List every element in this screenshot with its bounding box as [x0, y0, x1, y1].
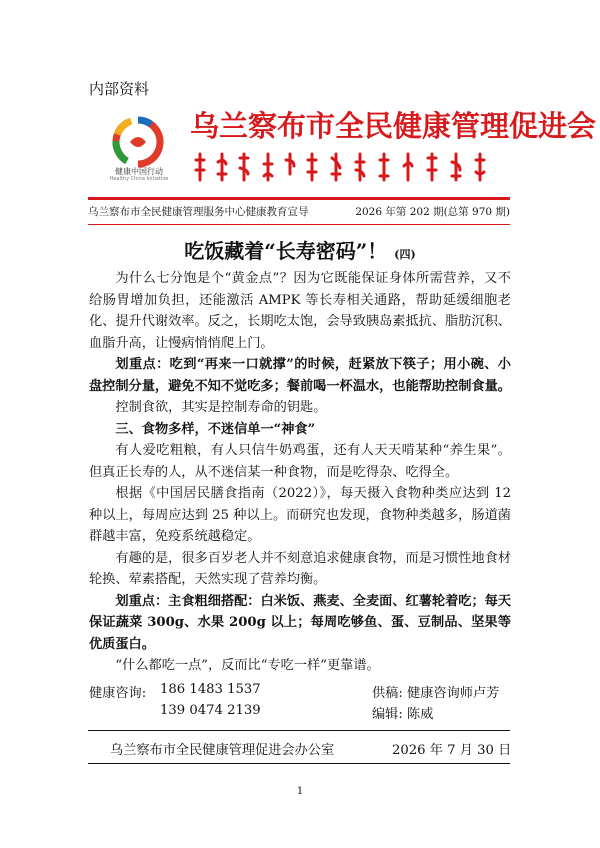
issue-number: 2026 年第 202 期(总第 970 期)	[355, 206, 510, 218]
paragraph: 有人爱吃粗粮，有人只信牛奶鸡蛋，还有人天天啃某种“养生果”。但真正长寿的人，从不迷信某一种食物，而是吃得杂、吃得全。	[89, 443, 511, 480]
logo-subcaption: Healthy China Initiative	[109, 176, 169, 182]
article-title-text: 吃饭藏着“长寿密码”！	[184, 239, 388, 263]
contact-label: 健康咨询:	[89, 686, 147, 701]
footer-divider	[88, 730, 510, 731]
paragraph: 为什么七分饱是个“黄金点”？因为它既能保证身体所需营养，又不给肠胃增加负担，还能激活 AMPK 等长寿相关通路，帮助延缓细胞老化、提升代谢效率。反之，长期吃太饱，会导致胰岛素抵抗、脂肪沉积、血脂升高，让慢病悄悄爬上门。	[89, 271, 511, 351]
internal-label: 内部资料	[89, 80, 150, 98]
section-heading: 三、食物多样，不迷信单一“神食”	[115, 421, 316, 437]
paragraph: 控制食欲，其实是控制寿命的钥匙。	[115, 400, 327, 415]
page-number: 1	[296, 786, 304, 797]
article-title-suffix: (四)	[394, 248, 416, 261]
article-body	[89, 268, 511, 677]
contact-phone: 139 0474 2139	[160, 703, 261, 718]
issue-line	[88, 204, 510, 219]
paragraph: 有趣的是，很多百岁老人并不刻意追求健康食物，而是习惯性地食材轮换、荤素搭配，天然实现了营养均衡。	[89, 550, 512, 587]
footer-date: 2026 年 7 月 30 日	[392, 743, 512, 758]
key-point: 划重点：主食粗细搭配：白米饭、燕麦、全麦面、红薯轮着吃；每天保证蔬菜 300g、水果 200g 以上；每周吃够鱼、蛋、豆制品、坚果等优质蛋白。	[89, 593, 512, 652]
article-title	[0, 235, 600, 264]
key-point: 划重点：吃到“再来一口就撑”的时候，赶紧放下筷子；用小碗、小盘控制分量，避免不知不觉吃多；餐前喝一杯温水，也能帮助控制食量。	[89, 357, 511, 394]
logo-icon	[108, 112, 168, 174]
paragraph: “什么都吃一点”，反而比“专吃一样”更靠谱。	[115, 658, 380, 673]
contributor: 供稿: 健康咨询师卢芳	[372, 686, 500, 701]
footer-divider	[88, 763, 510, 764]
issue-source: 乌兰察布市全民健康管理服务中心健康教育宣导	[88, 206, 309, 218]
logo-caption: 健康中国行动	[115, 167, 163, 176]
mongolian-script-title	[190, 148, 500, 188]
issue-divider	[88, 224, 510, 225]
footer-office: 乌兰察布市全民健康管理促进会办公室	[110, 743, 335, 758]
paragraph: 根据《中国居民膳食指南（2022）》，每天摄入食物种类应达到 12 种以上，每周应达到 25 种以上。而研究也发现，食物种类越多，肠道菌群越丰富，免疫系统越稳定。	[89, 486, 511, 544]
contact-phone: 186 1483 1537	[160, 682, 261, 697]
org-title: 乌兰察布市全民健康管理促进会	[190, 109, 597, 143]
header-divider	[88, 197, 510, 200]
editor: 编辑: 陈威	[372, 707, 434, 722]
